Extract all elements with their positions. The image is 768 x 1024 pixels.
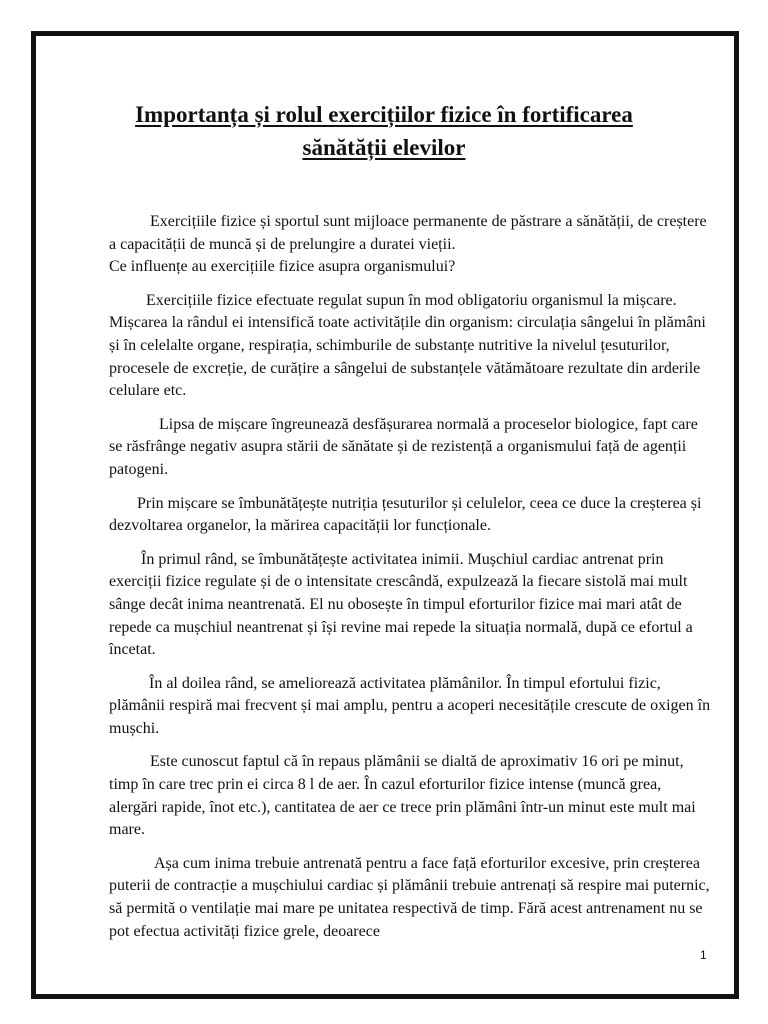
title-line-1: Importanța și rolul exercițiilor fizice în fortificarea <box>135 102 633 127</box>
paragraph-question: Ce influențe au exercițiile fizice asupra organismului? <box>109 258 456 276</box>
paragraph-6: În al doilea rând, se ameliorează activitatea plămânilor. În timpul efortului fizic, plămânii respiră mai frecvent și mai amplu, pentru a acoperi necesitățile crescute de oxigen în mușchi. <box>109 674 711 737</box>
title-line-2: sănătății elevilor <box>302 135 466 160</box>
paragraph-1: Exercițiile fizice și sportul sunt mijloace permanente de păstrare a sănătății, de creștere a capacității de muncă și de prelungire a duratei vieții. <box>109 213 707 253</box>
document-body <box>109 211 712 954</box>
paragraph-3: Lipsa de mișcare îngreunează desfășurarea normală a proceselor biologice, fapt care se răsfrânge negativ asupra stării de sănătate și de rezistență a organismului față de agenții patogeni. <box>109 415 698 478</box>
document-title <box>60 98 708 164</box>
paragraph-8: Așa cum inima trebuie antrenată pentru a face față eforturilor excesive, prin creșterea puterii de contracție a mușchiului cardiac și plămânii trebuie antrenați să respire mai puternic, să permită o ventilație mai mare pe unitatea respectivă de timp. Fără acest antrenament nu se pot efectua activități fizice grele, deoarece <box>109 854 710 940</box>
paragraph-4: Prin mișcare se îmbunătățește nutriția țesuturilor și celulelor, ceea ce duce la creșterea și dezvoltarea organelor, la mărirea capacității lor funcționale. <box>109 494 702 535</box>
paragraph-2: Exercițiile fizice efectuate regulat supun în mod obligatoriu organismul la mișcare. Mișcarea la rândul ei intensifică toate activitățile din organism: circulația sângelui în plămâni și în celelalte organe, respirația, schimburile de substanțe nutritive la nivelul țesuturilor, procesele de excreție, de curățire a sângelui de substanțele vătămătoare rezultate din arderile celulare etc. <box>109 291 706 400</box>
paragraph-5: În primul rând, se îmbunătățește activitatea inimii. Mușchiul cardiac antrenat prin exerciții fizice regulate și de o intensitate crescândă, expulzează la fiecare sistolă mai mult sânge decât inima neantrenată. El nu obosește în timpul eforturilor fizice mai mari atât de repede ca mușchiul neantrenat și își revine mai repede la situația normală, după ce efortul a încetat. <box>109 550 693 659</box>
page-number: 1 <box>700 948 707 962</box>
paragraph-7: Este cunoscut faptul că în repaus plămânii se dialtă de aproximativ 16 ori pe minut, timp în care trec prin ei circa 8 l de aer. În cazul eforturilor fizice intense (muncă grea, alergări rapide, înot etc.), cantitatea de aer ce trece prin plămâni într-un minut este mult mai mare. <box>109 753 696 839</box>
